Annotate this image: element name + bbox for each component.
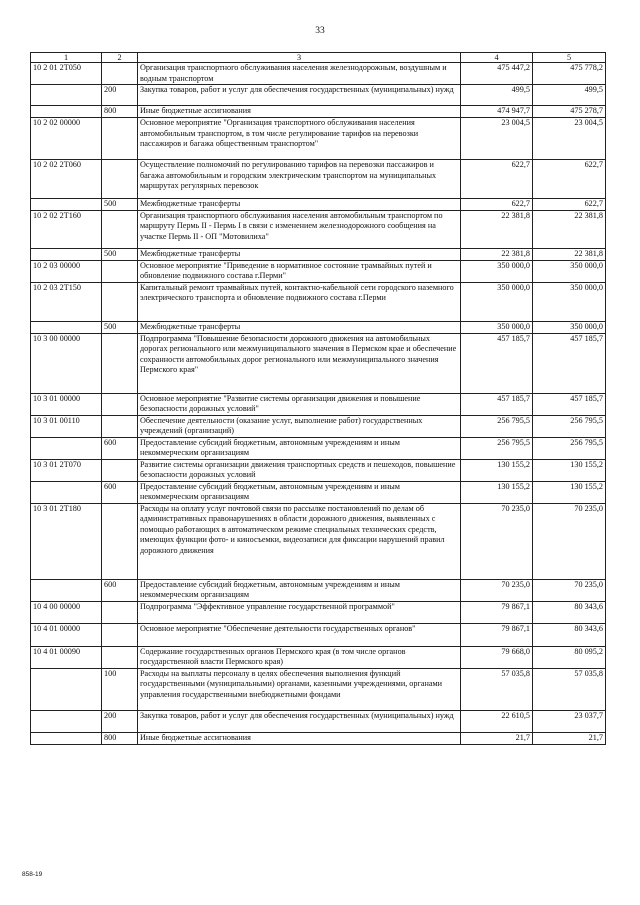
footer-code: 858-19: [22, 871, 43, 878]
name-cell: Подпрограмма "Повышение безопасности дорожного движения на автомобильных дорогах регионального или межмуниципального значения в Пермском крае и обеспечение сохранности автомобильных дорог регионального или межмуниципального значения Пермского края": [138, 333, 461, 393]
vr-cell: [102, 503, 138, 579]
code-cell: 10 3 01 2Т070: [31, 459, 102, 481]
vr-cell: [102, 210, 138, 248]
vr-cell: 600: [102, 437, 138, 459]
name-cell: Основное мероприятие "Развитие системы организации движения и повышение безопасности дорожных условий": [138, 393, 461, 415]
value-2019-cell: 22 610,5: [461, 710, 533, 732]
table-row: [31, 333, 606, 393]
code-cell: [31, 481, 102, 503]
value-2020-cell: 475 778,2: [533, 63, 606, 85]
name-cell: Расходы на выплаты персоналу в целях обеспечения выполнения функций государственными (муниципальными) органами, казенными учреждениями, органами управления государственными внебюджетными фондами: [138, 668, 461, 710]
value-2019-cell: 70 235,0: [461, 503, 533, 579]
code-cell: [31, 732, 102, 744]
value-2020-cell: 22 381,8: [533, 248, 606, 260]
value-2019-cell: 23 004,5: [461, 118, 533, 160]
header-row: [31, 53, 606, 63]
code-cell: [31, 106, 102, 118]
name-cell: Предоставление субсидий бюджетным, автономным учреждениям и иным некоммерческим организациям: [138, 579, 461, 601]
code-cell: 10 2 01 2Т050: [31, 63, 102, 85]
value-2020-cell: 256 795,5: [533, 415, 606, 437]
header-col-2: 2: [102, 53, 138, 63]
value-2019-cell: 350 000,0: [461, 282, 533, 321]
name-cell: Организация транспортного обслуживания населения железнодорожным, воздушным и водным транспортом: [138, 63, 461, 85]
budget-table: [30, 52, 606, 745]
header-col-1: 1: [31, 53, 102, 63]
table-row: [31, 579, 606, 601]
value-2019-cell: 79 867,1: [461, 623, 533, 646]
value-2019-cell: 256 795,5: [461, 415, 533, 437]
value-2020-cell: 23 004,5: [533, 118, 606, 160]
value-2020-cell: 22 381,8: [533, 210, 606, 248]
table-row: [31, 248, 606, 260]
header-col-3: 3: [138, 53, 461, 63]
table-row: [31, 646, 606, 668]
vr-cell: 200: [102, 85, 138, 106]
value-2019-cell: 499,5: [461, 85, 533, 106]
name-cell: Основное мероприятие "Приведение в нормативное состояние трамвайных путей и обновление подвижного состава г.Перми": [138, 260, 461, 282]
page-number: 33: [315, 26, 325, 36]
value-2020-cell: 80 343,6: [533, 601, 606, 623]
value-2019-cell: 622,7: [461, 160, 533, 199]
table-row: [31, 393, 606, 415]
value-2020-cell: 350 000,0: [533, 282, 606, 321]
table-row: [31, 118, 606, 160]
vr-cell: [102, 393, 138, 415]
code-cell: 10 4 00 00000: [31, 601, 102, 623]
vr-cell: [102, 260, 138, 282]
code-cell: 10 2 03 00000: [31, 260, 102, 282]
name-cell: Основное мероприятие "Организация транспортного обслуживания населения автомобильным транспортом, в том числе регулирование тарифов на перевозки пассажиров и багажа общественным транспортом": [138, 118, 461, 160]
value-2020-cell: 499,5: [533, 85, 606, 106]
value-2019-cell: 130 155,2: [461, 459, 533, 481]
code-cell: [31, 710, 102, 732]
code-cell: [31, 668, 102, 710]
code-cell: 10 3 01 2Т180: [31, 503, 102, 579]
value-2020-cell: 130 155,2: [533, 481, 606, 503]
name-cell: Закупка товаров, работ и услуг для обеспечения государственных (муниципальных) нужд: [138, 85, 461, 106]
code-cell: 10 4 01 00090: [31, 646, 102, 668]
value-2020-cell: 350 000,0: [533, 321, 606, 333]
code-cell: 10 3 01 00110: [31, 415, 102, 437]
table-row: [31, 732, 606, 744]
code-cell: 10 4 01 00000: [31, 623, 102, 646]
table-row: [31, 481, 606, 503]
table-row: [31, 106, 606, 118]
code-cell: [31, 437, 102, 459]
value-2020-cell: 130 155,2: [533, 459, 606, 481]
name-cell: Расходы на оплату услуг почтовой связи по рассылке постановлений по делам об административных правонарушениях в области дорожного движения, выявленных с помощью работающих в автоматическом режиме специальных технических средств, имеющих функции фото- и киносъемки, видеозаписи для фиксации нарушений правил дорожного движения: [138, 503, 461, 579]
value-2019-cell: 21,7: [461, 732, 533, 744]
value-2020-cell: 350 000,0: [533, 260, 606, 282]
table-row: [31, 623, 606, 646]
value-2019-cell: 57 035,8: [461, 668, 533, 710]
name-cell: Межбюджетные трансферты: [138, 248, 461, 260]
name-cell: Содержание государственных органов Пермского края (в том числе органов государственной власти Пермского края): [138, 646, 461, 668]
value-2020-cell: 70 235,0: [533, 579, 606, 601]
value-2020-cell: 622,7: [533, 199, 606, 211]
value-2020-cell: 23 037,7: [533, 710, 606, 732]
name-cell: Межбюджетные трансферты: [138, 321, 461, 333]
table-row: [31, 260, 606, 282]
name-cell: Иные бюджетные ассигнования: [138, 732, 461, 744]
value-2019-cell: 256 795,5: [461, 437, 533, 459]
vr-cell: [102, 646, 138, 668]
table-row: [31, 437, 606, 459]
vr-cell: [102, 160, 138, 199]
value-2019-cell: 79 867,1: [461, 601, 533, 623]
code-cell: [31, 248, 102, 260]
code-cell: [31, 579, 102, 601]
name-cell: Организация транспортного обслуживания населения автомобильным транспортом по маршруту Пермь II - Пермь I в связи с изменением железнодорожного сообщения на участке Пермь II - ОП "Мотовилиха": [138, 210, 461, 248]
value-2019-cell: 130 155,2: [461, 481, 533, 503]
value-2019-cell: 70 235,0: [461, 579, 533, 601]
code-cell: 10 2 02 00000: [31, 118, 102, 160]
table-row: [31, 63, 606, 85]
table-row: [31, 199, 606, 211]
code-cell: 10 2 02 2Т160: [31, 210, 102, 248]
table-row: [31, 321, 606, 333]
value-2020-cell: 457 185,7: [533, 393, 606, 415]
name-cell: Межбюджетные трансферты: [138, 199, 461, 211]
name-cell: Обеспечение деятельности (оказание услуг, выполнение работ) государственных учреждений (организаций): [138, 415, 461, 437]
vr-cell: 500: [102, 321, 138, 333]
name-cell: Осуществление полномочий по регулированию тарифов на перевозки пассажиров и багажа автомобильным и городским электрическим транспортом на муниципальных маршрутах регулярных перевозок: [138, 160, 461, 199]
name-cell: Подпрограмма "Эффективное управление государственной программой": [138, 601, 461, 623]
value-2020-cell: 622,7: [533, 160, 606, 199]
value-2019-cell: 457 185,7: [461, 333, 533, 393]
vr-cell: [102, 282, 138, 321]
value-2020-cell: 21,7: [533, 732, 606, 744]
value-2019-cell: 79 668,0: [461, 646, 533, 668]
name-cell: Иные бюджетные ассигнования: [138, 106, 461, 118]
name-cell: Развитие системы организации движения транспортных средств и пешеходов, повышение безопасности дорожных условий: [138, 459, 461, 481]
table-row: [31, 210, 606, 248]
table-body: [31, 63, 606, 745]
code-cell: [31, 85, 102, 106]
vr-cell: [102, 623, 138, 646]
table-row: [31, 601, 606, 623]
name-cell: Капитальный ремонт трамвайных путей, контактно-кабельной сети городского наземного электрического транспорта и обновление подвижного состава г.Перми: [138, 282, 461, 321]
code-cell: 10 2 02 2Т060: [31, 160, 102, 199]
vr-cell: 600: [102, 481, 138, 503]
table-row: [31, 503, 606, 579]
value-2019-cell: 350 000,0: [461, 260, 533, 282]
vr-cell: [102, 601, 138, 623]
vr-cell: 800: [102, 732, 138, 744]
name-cell: Закупка товаров, работ и услуг для обеспечения государственных (муниципальных) нужд: [138, 710, 461, 732]
vr-cell: 800: [102, 106, 138, 118]
table-row: [31, 459, 606, 481]
value-2019-cell: 475 447,2: [461, 63, 533, 85]
table-row: [31, 282, 606, 321]
table-row: [31, 668, 606, 710]
vr-cell: [102, 333, 138, 393]
vr-cell: [102, 415, 138, 437]
vr-cell: 200: [102, 710, 138, 732]
vr-cell: [102, 63, 138, 85]
value-2019-cell: 457 185,7: [461, 393, 533, 415]
value-2019-cell: 22 381,8: [461, 248, 533, 260]
vr-cell: [102, 118, 138, 160]
value-2019-cell: 22 381,8: [461, 210, 533, 248]
vr-cell: 500: [102, 199, 138, 211]
code-cell: 10 3 01 00000: [31, 393, 102, 415]
code-cell: 10 3 00 00000: [31, 333, 102, 393]
value-2020-cell: 80 343,6: [533, 623, 606, 646]
value-2020-cell: 57 035,8: [533, 668, 606, 710]
table-row: [31, 85, 606, 106]
value-2019-cell: 350 000,0: [461, 321, 533, 333]
value-2020-cell: 475 278,7: [533, 106, 606, 118]
value-2019-cell: 622,7: [461, 199, 533, 211]
name-cell: Основное мероприятие "Обеспечение деятельности государственных органов": [138, 623, 461, 646]
code-cell: [31, 199, 102, 211]
table-row: [31, 710, 606, 732]
value-2020-cell: 80 095,2: [533, 646, 606, 668]
vr-cell: 500: [102, 248, 138, 260]
value-2020-cell: 457 185,7: [533, 333, 606, 393]
vr-cell: 600: [102, 579, 138, 601]
table-row: [31, 160, 606, 199]
code-cell: [31, 321, 102, 333]
vr-cell: 100: [102, 668, 138, 710]
code-cell: 10 2 03 2Т150: [31, 282, 102, 321]
name-cell: Предоставление субсидий бюджетным, автономным учреждениям и иным некоммерческим организациям: [138, 437, 461, 459]
vr-cell: [102, 459, 138, 481]
value-2020-cell: 70 235,0: [533, 503, 606, 579]
name-cell: Предоставление субсидий бюджетным, автономным учреждениям и иным некоммерческим организациям: [138, 481, 461, 503]
header-col-4: 4: [461, 53, 533, 63]
value-2020-cell: 256 795,5: [533, 437, 606, 459]
table-row: [31, 415, 606, 437]
value-2019-cell: 474 947,7: [461, 106, 533, 118]
header-col-5: 5: [533, 53, 606, 63]
